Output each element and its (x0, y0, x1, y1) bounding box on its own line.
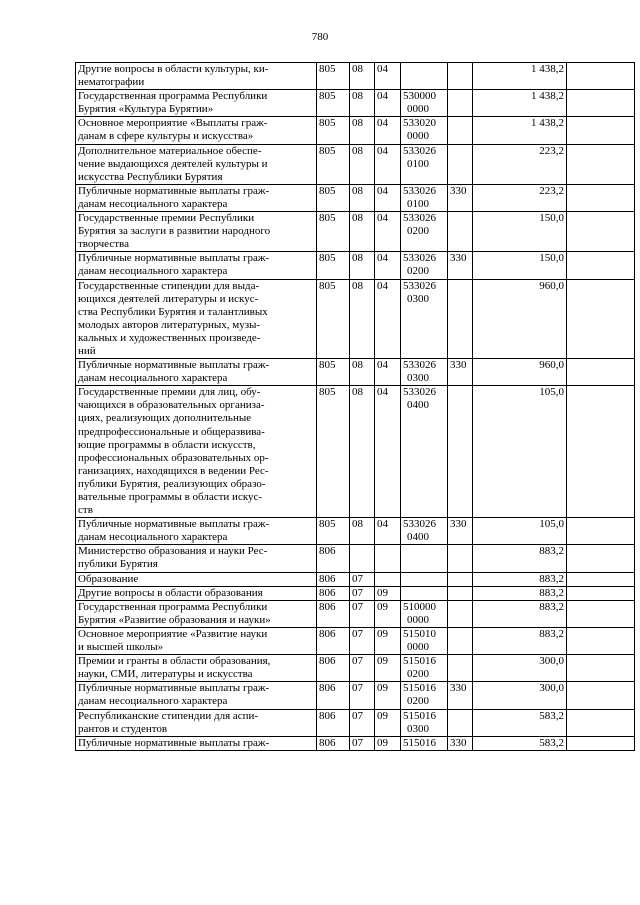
expense-type-cell (448, 117, 473, 144)
subsection-code-cell: 04 (375, 63, 401, 90)
row-name-cell (76, 252, 317, 279)
target-article-part: 0200 (407, 225, 429, 238)
target-article-cell (401, 655, 448, 682)
empty-cell (567, 252, 635, 279)
row-name-line: ства Республики Бурятия и талантливых (78, 305, 268, 318)
expense-type-cell (448, 212, 473, 252)
row-name-line: вательные программы в области искус- (78, 491, 263, 503)
amount-cell: 300,0 (473, 655, 567, 682)
expense-type-cell (448, 709, 473, 736)
row-name-line: чающихся в образовательных организа- (78, 399, 265, 412)
target-article-part: 533026 (403, 279, 436, 292)
row-name-line: ний (78, 344, 96, 357)
empty-cell (567, 386, 635, 518)
target-article-cell (401, 627, 448, 654)
row-name-line: Республиканские стипендии для аспи- (78, 709, 259, 722)
row-name-cell (76, 184, 317, 211)
target-article-cell (401, 252, 448, 279)
ministry-code-cell: 805 (317, 518, 350, 545)
ministry-code-cell: 806 (317, 586, 350, 600)
row-name-cell (76, 736, 317, 750)
table-row (76, 386, 635, 518)
row-name-line: Дополнительное материальное обеспе- (78, 144, 262, 157)
amount-cell: 583,2 (473, 709, 567, 736)
row-name-line: Бурятия «Развитие образования и науки» (78, 613, 271, 626)
table-row (76, 586, 635, 600)
section-code-cell: 07 (350, 655, 375, 682)
ministry-code-cell: 805 (317, 117, 350, 144)
table-row (76, 736, 635, 750)
section-code-cell: 07 (350, 682, 375, 709)
target-article-part: 515016 (403, 655, 436, 668)
empty-cell (567, 518, 635, 545)
table-row (76, 709, 635, 736)
amount-cell: 105,0 (473, 386, 567, 518)
amount-cell: 1 438,2 (473, 63, 567, 90)
ministry-code-cell: 806 (317, 709, 350, 736)
ministry-code-cell: 805 (317, 252, 350, 279)
subsection-code-cell: 04 (375, 279, 401, 359)
subsection-code-cell: 04 (375, 359, 401, 386)
section-code-cell: 08 (350, 252, 375, 279)
row-name-line: Другие вопросы в области образования (78, 586, 263, 599)
target-article-cell (401, 359, 448, 386)
row-name-line: молодых авторов литературных, музы- (78, 318, 261, 331)
table-row (76, 184, 635, 211)
section-code-cell: 07 (350, 600, 375, 627)
empty-cell (567, 63, 635, 90)
target-article-part: 0200 (407, 695, 429, 708)
target-article-cell (401, 184, 448, 211)
row-name-cell (76, 586, 317, 600)
expense-type-cell (448, 386, 473, 518)
row-name-line: ств (78, 504, 93, 517)
target-article-part: 530000 (403, 90, 436, 103)
ministry-code-cell: 806 (317, 600, 350, 627)
budget-table-body (76, 63, 635, 751)
target-article-part: 0100 (407, 157, 429, 170)
target-article-part: 0000 (407, 103, 429, 116)
amount-cell: 223,2 (473, 184, 567, 211)
target-article-part: 533020 (403, 117, 436, 130)
empty-cell (567, 545, 635, 572)
subsection-code-cell: 09 (375, 682, 401, 709)
ministry-code-cell: 806 (317, 655, 350, 682)
empty-cell (567, 359, 635, 386)
target-article-part: 0400 (407, 531, 429, 544)
target-article-part: 533026 (403, 212, 436, 225)
section-code-cell: 07 (350, 586, 375, 600)
target-article-part: 0300 (407, 372, 429, 385)
amount-cell: 150,0 (473, 252, 567, 279)
amount-cell: 883,2 (473, 627, 567, 654)
section-code-cell: 07 (350, 572, 375, 586)
section-code-cell: 08 (350, 386, 375, 518)
section-code-cell: 08 (350, 279, 375, 359)
row-name-line: Государственные премии для лиц, обу- (78, 386, 261, 399)
expense-type-cell: 330 (448, 518, 473, 545)
row-name-line: ганизациях, находящихся в ведении Рес- (78, 464, 269, 477)
subsection-code-cell: 09 (375, 586, 401, 600)
target-article-part: 0200 (407, 265, 429, 278)
ministry-code-cell: 806 (317, 682, 350, 709)
target-article-part: 533026 (403, 252, 436, 265)
subsection-code-cell: 09 (375, 600, 401, 627)
subsection-code-cell: 04 (375, 117, 401, 144)
row-name-line: публики Бурятия, реализующих образо- (78, 477, 266, 490)
empty-cell (567, 736, 635, 750)
subsection-code-cell: 04 (375, 184, 401, 211)
empty-cell (567, 572, 635, 586)
table-row (76, 212, 635, 252)
section-code-cell: 08 (350, 117, 375, 144)
target-article-cell (401, 586, 448, 600)
row-name-cell (76, 386, 317, 518)
table-row (76, 90, 635, 117)
empty-cell (567, 600, 635, 627)
empty-cell (567, 212, 635, 252)
expense-type-cell: 330 (448, 252, 473, 279)
row-name-line: предпрофессиональные и общеразвива- (78, 425, 265, 438)
amount-cell: 960,0 (473, 359, 567, 386)
subsection-code-cell: 09 (375, 627, 401, 654)
target-article-part: 533026 (403, 359, 436, 372)
expense-type-cell (448, 655, 473, 682)
expense-type-cell: 330 (448, 736, 473, 750)
row-name-line: данам несоциального характера (78, 197, 228, 210)
target-article-part: 0000 (407, 130, 429, 143)
empty-cell (567, 682, 635, 709)
section-code-cell: 07 (350, 736, 375, 750)
ministry-code-cell: 806 (317, 572, 350, 586)
row-name-line: Бурятия «Культура Бурятии» (78, 103, 214, 116)
row-name-line: Министерство образования и науки Рес- (78, 545, 268, 558)
target-article-cell (401, 212, 448, 252)
row-name-line: данам в сфере культуры и искусства» (78, 130, 254, 143)
target-article-cell (401, 545, 448, 572)
expense-type-cell (448, 586, 473, 600)
expense-type-cell (448, 63, 473, 90)
row-name-cell (76, 709, 317, 736)
ministry-code-cell: 805 (317, 359, 350, 386)
row-name-line: творчества (78, 238, 129, 251)
section-code-cell: 07 (350, 709, 375, 736)
row-name-line: Другие вопросы в области культуры, ки- (78, 63, 269, 75)
subsection-code-cell (375, 572, 401, 586)
section-code-cell: 08 (350, 212, 375, 252)
subsection-code-cell: 09 (375, 736, 401, 750)
subsection-code-cell: 04 (375, 144, 401, 184)
row-name-cell (76, 90, 317, 117)
budget-table (75, 62, 635, 751)
subsection-code-cell: 04 (375, 252, 401, 279)
row-name-line: данам несоциального характера (78, 695, 228, 708)
subsection-code-cell: 04 (375, 518, 401, 545)
section-code-cell: 08 (350, 184, 375, 211)
section-code-cell: 08 (350, 359, 375, 386)
table-row (76, 600, 635, 627)
target-article-cell (401, 736, 448, 750)
target-article-part: 0300 (407, 292, 429, 305)
table-row (76, 627, 635, 654)
row-name-line: данам несоциального характера (78, 372, 228, 385)
row-name-line: профессиональных образовательных ор- (78, 451, 269, 464)
row-name-line: ющие программы в области искусств, (78, 438, 256, 451)
subsection-code-cell: 09 (375, 709, 401, 736)
target-article-part: 515016 (403, 709, 436, 722)
target-article-part: 515016 (403, 736, 436, 749)
expense-type-cell: 330 (448, 682, 473, 709)
target-article-part: 533026 (403, 144, 436, 157)
ministry-code-cell: 805 (317, 212, 350, 252)
empty-cell (567, 655, 635, 682)
target-article-part: 533026 (403, 184, 436, 197)
amount-cell: 1 438,2 (473, 117, 567, 144)
section-code-cell: 08 (350, 518, 375, 545)
amount-cell: 883,2 (473, 586, 567, 600)
target-article-part: 0400 (407, 399, 429, 412)
target-article-cell (401, 63, 448, 90)
empty-cell (567, 627, 635, 654)
expense-type-cell (448, 144, 473, 184)
subsection-code-cell: 04 (375, 386, 401, 518)
row-name-line: Основное мероприятие «Выплаты граж- (78, 117, 268, 130)
row-name-line: публики Бурятия (78, 558, 158, 571)
row-name-line: Публичные нормативные выплаты граж- (78, 252, 270, 265)
row-name-line: рантов и студентов (78, 722, 168, 735)
row-name-cell (76, 212, 317, 252)
target-article-part: 515016 (403, 682, 436, 695)
row-name-line: науки, СМИ, литературы и искусства (78, 668, 253, 681)
page-number: 780 (311, 31, 329, 43)
ministry-code-cell: 805 (317, 144, 350, 184)
amount-cell: 883,2 (473, 572, 567, 586)
ministry-code-cell: 806 (317, 736, 350, 750)
table-row (76, 518, 635, 545)
row-name-cell (76, 144, 317, 184)
ministry-code-cell: 805 (317, 63, 350, 90)
section-code-cell: 08 (350, 63, 375, 90)
amount-cell: 223,2 (473, 144, 567, 184)
row-name-line: Основное мероприятие «Развитие науки (78, 627, 268, 640)
row-name-cell (76, 627, 317, 654)
ministry-code-cell: 806 (317, 627, 350, 654)
row-name-cell (76, 63, 317, 90)
row-name-cell (76, 279, 317, 359)
row-name-cell (76, 655, 317, 682)
expense-type-cell (448, 627, 473, 654)
expense-type-cell (448, 279, 473, 359)
row-name-line: и высшей школы» (78, 641, 164, 654)
ministry-code-cell: 805 (317, 90, 350, 117)
row-name-cell (76, 117, 317, 144)
row-name-line: нематографии (78, 76, 145, 89)
expense-type-cell (448, 90, 473, 117)
row-name-line: Публичные нормативные выплаты граж- (78, 736, 270, 749)
row-name-line: Бурятия за заслуги в развитии народного (78, 225, 271, 238)
ministry-code-cell: 805 (317, 386, 350, 518)
row-name-line: Премии и гранты в области образования, (78, 655, 271, 668)
target-article-part: 0000 (407, 613, 429, 626)
amount-cell: 960,0 (473, 279, 567, 359)
section-code-cell: 07 (350, 627, 375, 654)
amount-cell: 583,2 (473, 736, 567, 750)
expense-type-cell (448, 600, 473, 627)
table-row (76, 144, 635, 184)
target-article-cell (401, 144, 448, 184)
row-name-line: ющихся деятелей литературы и искус- (78, 292, 259, 305)
row-name-cell (76, 359, 317, 386)
empty-cell (567, 709, 635, 736)
target-article-part: 510000 (403, 600, 436, 613)
section-code-cell: 08 (350, 90, 375, 117)
row-name-line: циях, реализующих дополнительные (78, 412, 252, 425)
table-row (76, 117, 635, 144)
row-name-cell (76, 545, 317, 572)
table-row (76, 655, 635, 682)
target-article-cell (401, 90, 448, 117)
row-name-cell (76, 682, 317, 709)
subsection-code-cell (375, 545, 401, 572)
target-article-cell (401, 279, 448, 359)
empty-cell (567, 90, 635, 117)
amount-cell: 150,0 (473, 212, 567, 252)
section-code-cell: 08 (350, 144, 375, 184)
target-article-cell (401, 682, 448, 709)
target-article-cell (401, 117, 448, 144)
empty-cell (567, 184, 635, 211)
row-name-line: данам несоциального характера (78, 265, 228, 278)
table-row (76, 682, 635, 709)
table-row (76, 545, 635, 572)
expense-type-cell: 330 (448, 184, 473, 211)
table-row (76, 279, 635, 359)
table-row (76, 572, 635, 586)
target-article-part: 0100 (407, 197, 429, 210)
target-article-part: 533026 (403, 518, 436, 531)
row-name-line: Государственная программа Республики (78, 600, 268, 613)
row-name-cell (76, 600, 317, 627)
amount-cell: 1 438,2 (473, 90, 567, 117)
target-article-cell (401, 709, 448, 736)
ministry-code-cell: 806 (317, 545, 350, 572)
row-name-line: Публичные нормативные выплаты граж- (78, 682, 270, 695)
table-row (76, 359, 635, 386)
expense-type-cell (448, 572, 473, 586)
empty-cell (567, 117, 635, 144)
row-name-line: Образование (78, 572, 139, 585)
row-name-cell (76, 518, 317, 545)
row-name-line: данам несоциального характера (78, 531, 228, 544)
section-code-cell (350, 545, 375, 572)
expense-type-cell: 330 (448, 359, 473, 386)
subsection-code-cell: 04 (375, 212, 401, 252)
row-name-line: Государственная программа Республики (78, 90, 268, 103)
target-article-part: 515010 (403, 627, 436, 640)
amount-cell: 883,2 (473, 600, 567, 627)
row-name-cell (76, 572, 317, 586)
empty-cell (567, 144, 635, 184)
table-row (76, 63, 635, 90)
target-article-cell (401, 518, 448, 545)
row-name-line: Государственные стипендии для выда- (78, 279, 260, 292)
amount-cell: 883,2 (473, 545, 567, 572)
target-article-part: 0300 (407, 722, 429, 735)
subsection-code-cell: 04 (375, 90, 401, 117)
amount-cell: 105,0 (473, 518, 567, 545)
target-article-part: 0200 (407, 668, 429, 681)
row-name-line: Публичные нормативные выплаты граж- (78, 184, 270, 197)
empty-cell (567, 586, 635, 600)
row-name-line: чение выдающихся деятелей культуры и (78, 157, 268, 170)
empty-cell (567, 279, 635, 359)
target-article-part: 0000 (407, 641, 429, 654)
table-row (76, 252, 635, 279)
row-name-line: Публичные нормативные выплаты граж- (78, 518, 270, 531)
ministry-code-cell: 805 (317, 184, 350, 211)
row-name-line: искусства Республики Бурятия (78, 170, 223, 183)
target-article-cell (401, 386, 448, 518)
subsection-code-cell: 09 (375, 655, 401, 682)
row-name-line: Государственные премии Республики (78, 212, 255, 225)
row-name-line: Публичные нормативные выплаты граж- (78, 359, 270, 372)
amount-cell: 300,0 (473, 682, 567, 709)
target-article-cell (401, 600, 448, 627)
expense-type-cell (448, 545, 473, 572)
row-name-line: кальных и художественных произведе- (78, 331, 261, 344)
target-article-cell (401, 572, 448, 586)
ministry-code-cell: 805 (317, 279, 350, 359)
target-article-part: 533026 (403, 386, 436, 399)
